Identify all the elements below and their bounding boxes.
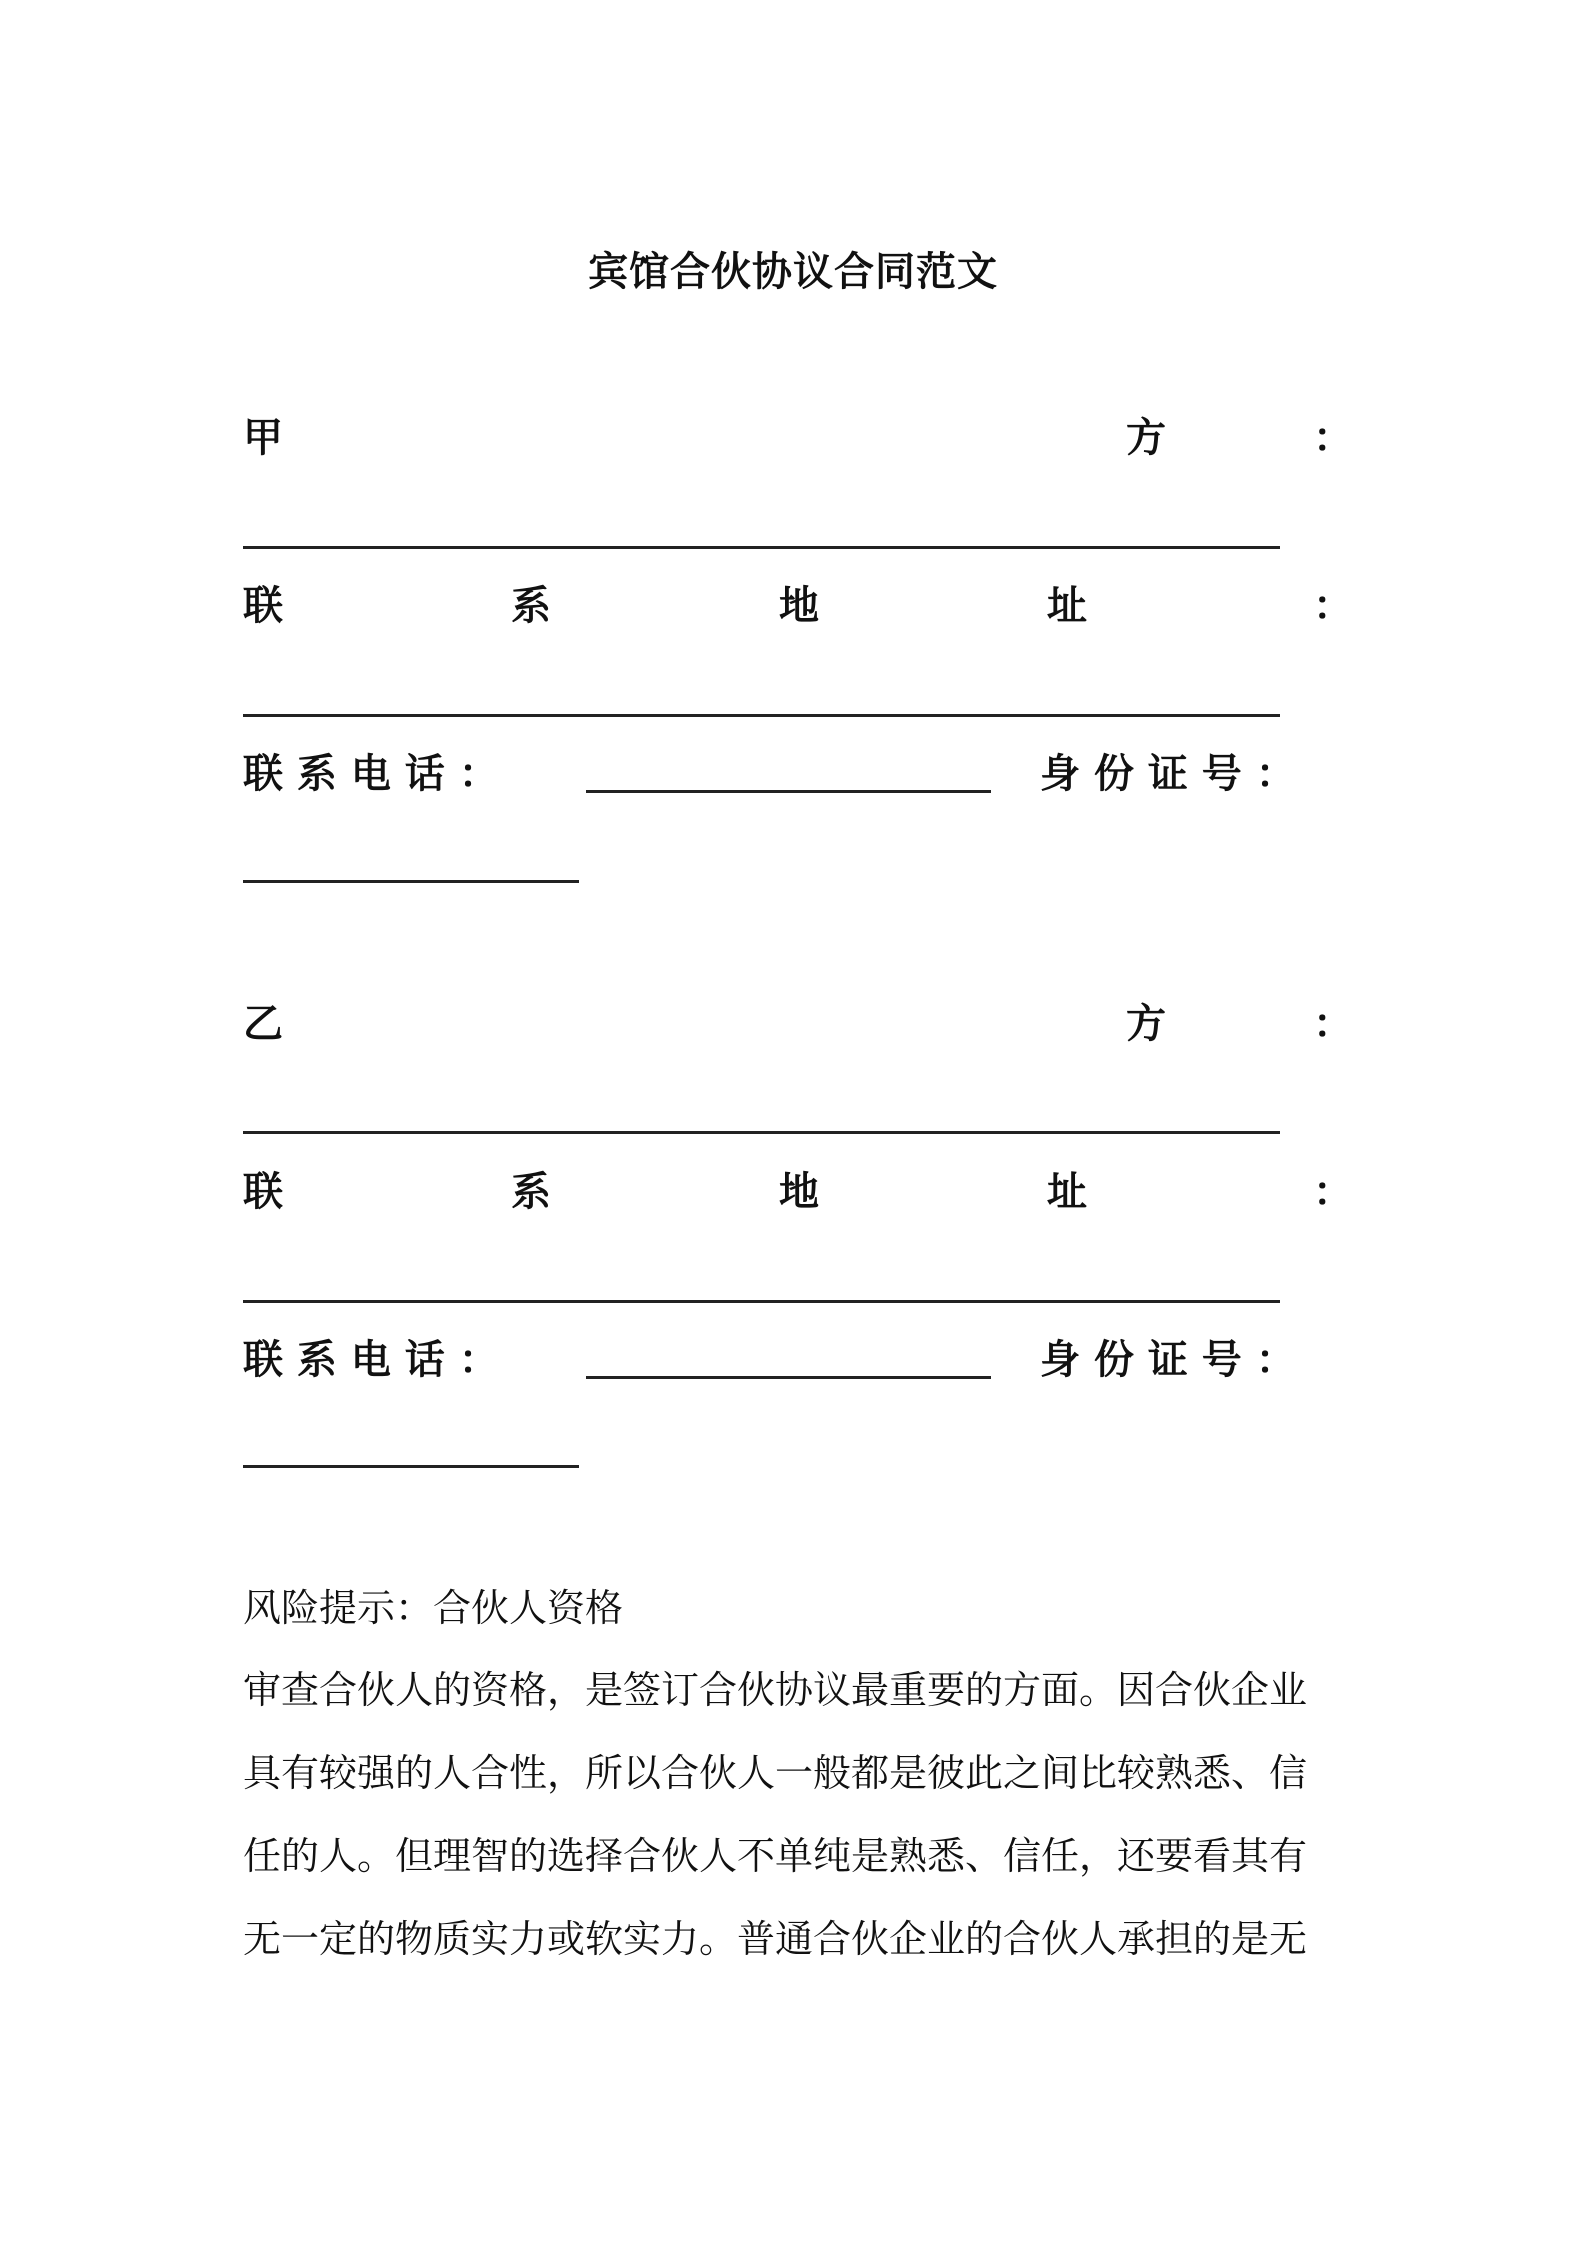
- party-a-char: 方: [1126, 415, 1166, 461]
- address-colon: ：: [1313, 583, 1353, 629]
- party-a-address-blank[interactable]: [243, 714, 1280, 717]
- id-label: 身 份 证 号 ：: [1040, 751, 1296, 797]
- address-char: 地: [779, 1169, 819, 1215]
- party-b-phone-blank[interactable]: [586, 1376, 991, 1379]
- address-char: 系: [511, 583, 551, 629]
- party-b-char: 方: [1126, 1001, 1166, 1047]
- party-b-colon: ：: [1313, 1001, 1353, 1047]
- address-colon: ：: [1313, 1169, 1353, 1215]
- party-a-name-blank[interactable]: [243, 546, 1280, 549]
- risk-hint-heading: 风险提示：合伙人资格: [243, 1586, 624, 1630]
- party-b-id-blank[interactable]: [243, 1465, 579, 1468]
- party-b-name-blank[interactable]: [243, 1131, 1280, 1134]
- paragraph-line: 无一定的物质实力或软实力。普通合伙企业的合伙人承担的是无: [243, 1917, 1308, 1961]
- document-title: 宾馆合伙协议合同范文: [588, 249, 998, 295]
- address-char: 系: [511, 1169, 551, 1215]
- paragraph-line: 审查合伙人的资格，是签订合伙协议最重要的方面。因合伙企业: [243, 1668, 1308, 1712]
- party-b-address-row: [243, 1164, 1353, 1220]
- phone-label: 联 系 电 话 ：: [243, 1337, 499, 1383]
- paragraph-line: 任的人。但理智的选择合伙人不单纯是熟悉、信任，还要看其有: [243, 1834, 1308, 1878]
- party-a-phone-blank[interactable]: [586, 790, 991, 793]
- party-b-contact-row: [243, 1332, 1345, 1388]
- party-a-char: 甲: [243, 415, 283, 461]
- party-a-address-row: [243, 578, 1353, 634]
- party-a-colon: ：: [1313, 415, 1353, 461]
- party-b-address-blank[interactable]: [243, 1300, 1280, 1303]
- party-a-contact-row: [243, 746, 1345, 802]
- phone-label: 联 系 电 话 ：: [243, 751, 499, 797]
- address-char: 址: [1047, 1169, 1087, 1215]
- id-label: 身 份 证 号 ：: [1040, 1337, 1296, 1383]
- paragraph-line: 具有较强的人合性，所以合伙人一般都是彼此之间比较熟悉、信: [243, 1751, 1308, 1795]
- address-char: 址: [1047, 583, 1087, 629]
- party-b-char: 乙: [243, 1001, 283, 1047]
- party-a-label-row: [243, 410, 1353, 466]
- address-char: 地: [779, 583, 819, 629]
- address-char: 联: [243, 1169, 283, 1215]
- party-b-label-row: [243, 996, 1353, 1052]
- address-char: 联: [243, 583, 283, 629]
- party-a-id-blank[interactable]: [243, 880, 579, 883]
